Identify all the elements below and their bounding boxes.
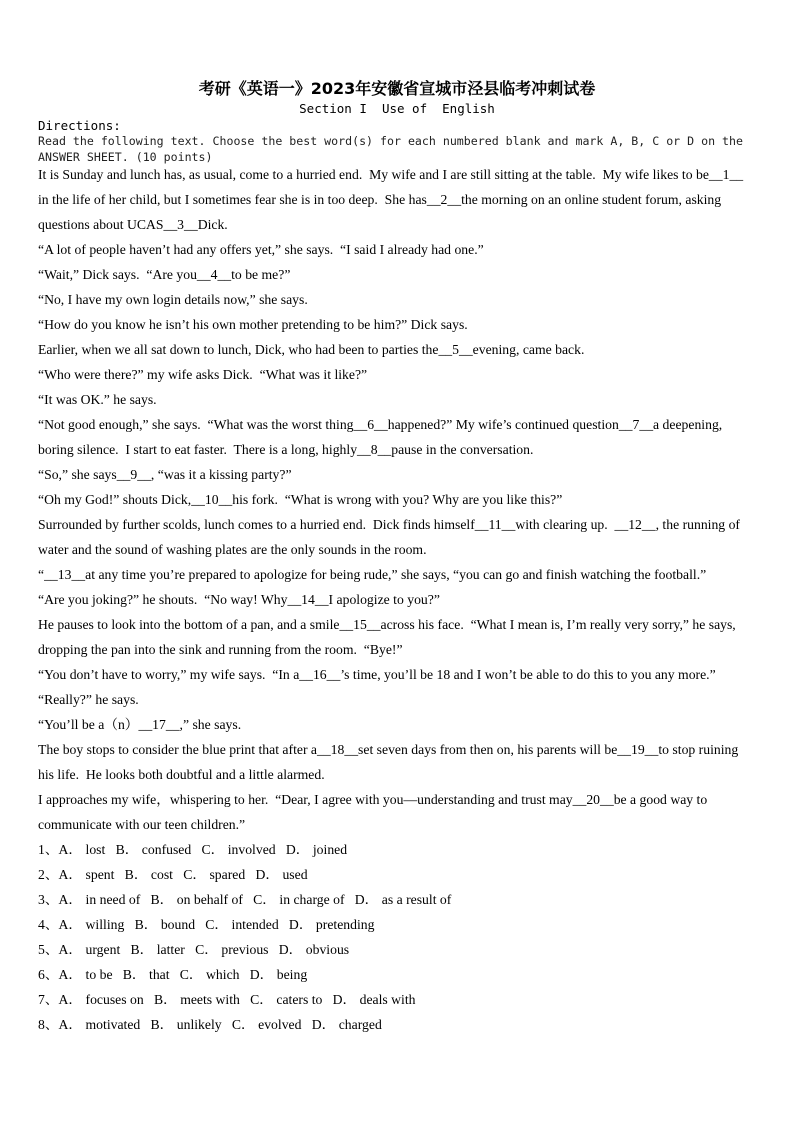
text-line: 2、A． spent B． cost C． spared D． used xyxy=(38,867,308,882)
text-line: in the life of her child, but I sometimes fear she is in too deep. She has__2__the morning on an online student forum, asking xyxy=(38,192,722,207)
text-line: “No, I have my own login details now,” she says. xyxy=(38,292,308,307)
text-line: his life. He looks both doubtful and a little alarmed. xyxy=(38,767,325,782)
text-line: The boy stops to consider the blue print that after a__18__set seven days from then on, his parents will be__19__to stop ruining xyxy=(38,742,739,757)
text-line: “How do you know he isn’t his own mother pretending to be him?” Dick says. xyxy=(38,317,468,332)
text-line: 8、A． motivated B． unlikely C． evolved D． charged xyxy=(38,1017,382,1032)
text-line: “You’ll be a（n）__17__,” she says. xyxy=(38,717,242,732)
text-line: 4、A． willing B． bound C． intended D． pretending xyxy=(38,917,375,932)
text-line: 7、A． focuses on B． meets with C． caters to D． deals with xyxy=(38,992,416,1007)
text-line: Earlier, when we all sat down to lunch, Dick, who had been to parties the__5__evening, came back. xyxy=(38,342,585,357)
text-line: “Really?” he says. xyxy=(38,692,139,707)
text-line: “You don’t have to worry,” my wife says. “In a__16__’s time, you’ll be 18 and I won’t be able to do this to you any more.” xyxy=(38,667,716,682)
text-line: “Wait,” Dick says. “Are you__4__to be me?” xyxy=(38,267,291,282)
text-line: 6、A． to be B． that C． which D． being xyxy=(38,967,308,982)
text-line: “__13__at any time you’re prepared to apologize for being rude,” she says, “you can go and finish watching the football.” xyxy=(38,567,707,582)
text-line: water and the sound of washing plates are the only sounds in the room. xyxy=(38,542,427,557)
directions-heading: Directions: xyxy=(38,118,121,133)
text-line: It is Sunday and lunch has, as usual, come to a hurried end. My wife and I are still sitting at the table. My wife likes to be__1__ xyxy=(38,167,744,182)
text-line: 3、A． in need of B． on behalf of C． in charge of D． as a result of xyxy=(38,892,452,907)
text-line: boring silence. I start to eat faster. There is a long, highly__8__pause in the conversation. xyxy=(38,442,534,457)
text-line: “Not good enough,” she says. “What was the worst thing__6__happened?” My wife’s continued question__7__a deepening, xyxy=(38,417,723,432)
text-line: I approaches my wife，whispering to her. “Dear, I agree with you—understanding and trust may__20__be a good way to xyxy=(38,792,708,807)
text-line: “Oh my God!” shouts Dick,__10__his fork. “What is wrong with you? Why are you like this?” xyxy=(38,492,563,507)
text-line: “A lot of people haven’t had any offers yet,” she says. “I said I already had one.” xyxy=(38,242,484,257)
text-line: Surrounded by further scolds, lunch comes to a hurried end. Dick finds himself__11__with clearing up. __12__, the running of xyxy=(38,517,740,532)
text-line: “Who were there?” my wife asks Dick. “What was it like?” xyxy=(38,367,368,382)
text-line: “Are you joking?” he shouts. “No way! Why__14__I apologize to you?” xyxy=(38,592,440,607)
text-line: communicate with our teen children.” xyxy=(38,817,246,832)
passage-body xyxy=(38,162,760,1037)
text-line: “It was OK.” he says. xyxy=(38,392,157,407)
text-line: He pauses to look into the bottom of a pan, and a smile__15__across his face. “What I mean is, I’m really very sorry,” he says, xyxy=(38,617,736,632)
section-heading: Section I Use of English xyxy=(299,101,495,116)
directions-text: Read the following text. Choose the best word(s) for each numbered blank and mark A, B, C or D on the ANSWER SHEET. (10 points) xyxy=(38,134,743,164)
page-title: 考研《英语一》2023年安徽省宣城市泾县临考冲刺试卷 xyxy=(198,79,596,98)
text-line: “So,” she says__9__, “was it a kissing party?” xyxy=(38,467,292,482)
text-line: questions about UCAS__3__Dick. xyxy=(38,217,228,232)
text-line: dropping the pan into the sink and running from the room. “Bye!” xyxy=(38,642,403,657)
text-line: 5、A． urgent B． latter C． previous D． obvious xyxy=(38,942,350,957)
text-line: 1、A． lost B． confused C． involved D． joined xyxy=(38,842,348,857)
